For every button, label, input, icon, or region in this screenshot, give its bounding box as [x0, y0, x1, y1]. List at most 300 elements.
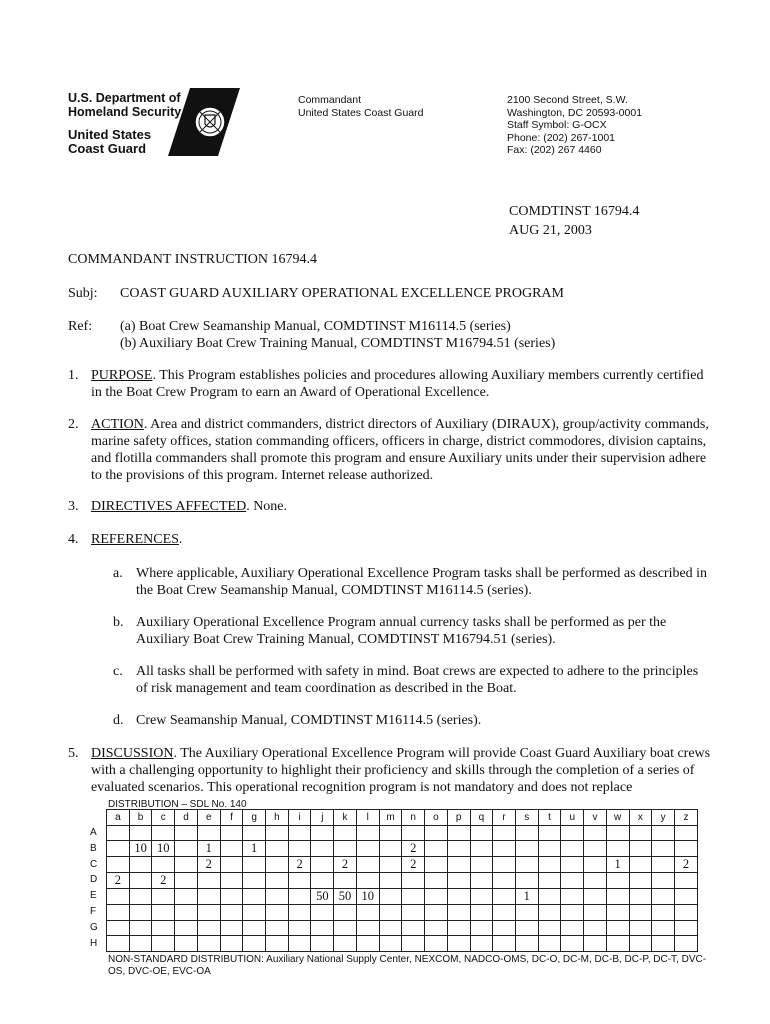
- distribution-cell: [129, 857, 152, 873]
- distribution-cell: [152, 857, 175, 873]
- distribution-column-header: p: [447, 810, 470, 826]
- distribution-cell: 1: [606, 857, 629, 873]
- distribution-cell: [402, 936, 425, 952]
- coast-guard-emblem-icon: [168, 88, 240, 156]
- distribution-cell: [515, 841, 538, 857]
- distribution-cell: [197, 889, 220, 905]
- distribution-cell: [652, 920, 675, 936]
- distribution-cell: [288, 841, 311, 857]
- distribution-column-header: c: [152, 810, 175, 826]
- distribution-header-row: [107, 810, 698, 826]
- distribution-cell: [175, 841, 198, 857]
- section-5-body: . The Auxiliary Operational Excellence Program will provide Coast Guard Auxiliary boat crews with a challenging opportunity to highlight their proficiency and skills through the completion of a series of evaluated scenarios. This operational recognition program is not mandatory and does not replace: [91, 746, 711, 795]
- distribution-cell: 1: [243, 841, 266, 857]
- distribution-row: [107, 920, 698, 936]
- distribution-column-header: t: [538, 810, 561, 826]
- section-1-number: 1.: [68, 368, 79, 383]
- distribution-cell: [220, 825, 243, 841]
- agency-line4: Coast Guard: [68, 141, 147, 156]
- distribution-cell: [334, 873, 357, 889]
- distribution-cell: [175, 857, 198, 873]
- section-3-title: DIRECTIVES AFFECTED: [91, 499, 247, 514]
- distribution-cell: [402, 873, 425, 889]
- distribution-cell: [152, 905, 175, 921]
- distribution-cell: [674, 873, 697, 889]
- distribution-column-header: x: [629, 810, 652, 826]
- distribution-cell: [561, 920, 584, 936]
- distribution-cell: [447, 936, 470, 952]
- distribution-cell: [538, 905, 561, 921]
- distribution-cell: [220, 936, 243, 952]
- distribution-cell: [538, 936, 561, 952]
- distribution-row: [107, 873, 698, 889]
- distribution-cell: [152, 889, 175, 905]
- distribution-cell: [288, 873, 311, 889]
- distribution-cell: [629, 825, 652, 841]
- distribution-cell: [266, 841, 289, 857]
- agency-line2: Homeland Security: [68, 105, 182, 119]
- distribution-cell: [652, 841, 675, 857]
- distribution-cell: [197, 905, 220, 921]
- ref-item-c-letter: c.: [113, 664, 123, 679]
- distribution-cell: 10: [129, 841, 152, 857]
- distribution-cell: [584, 857, 607, 873]
- distribution-cell: [266, 920, 289, 936]
- section-4-references: [91, 531, 711, 548]
- subject-label: Subj:: [68, 286, 98, 301]
- distribution-cell: [493, 905, 516, 921]
- distribution-cell: [243, 825, 266, 841]
- distribution-cell: [266, 905, 289, 921]
- distribution-cell: [652, 905, 675, 921]
- distribution-cell: [379, 873, 402, 889]
- distribution-cell: [584, 873, 607, 889]
- distribution-column-header: h: [266, 810, 289, 826]
- distribution-cell: [674, 825, 697, 841]
- section-4-number: 4.: [68, 532, 79, 547]
- distribution-row-label: D: [90, 874, 98, 886]
- distribution-cell: [561, 841, 584, 857]
- distribution-cell: 50: [311, 889, 334, 905]
- distribution-cell: [606, 841, 629, 857]
- distribution-cell: [584, 825, 607, 841]
- distribution-cell: [402, 825, 425, 841]
- distribution-cell: [629, 873, 652, 889]
- distribution-cell: [129, 889, 152, 905]
- distribution-cell: [515, 825, 538, 841]
- distribution-cell: [652, 873, 675, 889]
- section-3-directives: [91, 498, 711, 515]
- distribution-cell: [107, 841, 130, 857]
- distribution-cell: [470, 905, 493, 921]
- distribution-cell: [425, 873, 448, 889]
- ref-item-d-text: Crew Seamanship Manual, COMDTINST M16114.5 (series).: [136, 713, 482, 728]
- distribution-cell: [356, 841, 379, 857]
- distribution-cell: [629, 936, 652, 952]
- distribution-cell: [266, 825, 289, 841]
- distribution-cell: [515, 905, 538, 921]
- distribution-cell: [447, 841, 470, 857]
- distribution-cell: [356, 905, 379, 921]
- distribution-cell: [447, 825, 470, 841]
- distribution-cell: [538, 889, 561, 905]
- distribution-column-header: n: [402, 810, 425, 826]
- distribution-cell: [379, 857, 402, 873]
- distribution-cell: [447, 873, 470, 889]
- distribution-cell: [674, 905, 697, 921]
- distribution-cell: [425, 825, 448, 841]
- distribution-cell: [379, 889, 402, 905]
- distribution-cell: [470, 841, 493, 857]
- distribution-cell: [243, 936, 266, 952]
- distribution-cell: [288, 905, 311, 921]
- distribution-cell: [470, 873, 493, 889]
- non-standard-distribution: NON-STANDARD DISTRIBUTION: Auxiliary National Supply Center, NEXCOM, NADCO-OMS, DC-O, DC-M, DC-B, DC-P, DC-T, DVC-OS, DVC-OE, EVC-OA: [108, 954, 707, 977]
- section-5-discussion: [91, 745, 711, 796]
- distribution-cell: [515, 857, 538, 873]
- distribution-cell: [220, 889, 243, 905]
- distribution-cell: [674, 936, 697, 952]
- distribution-table: [106, 809, 698, 952]
- section-2-action: [91, 416, 711, 484]
- distribution-cell: [311, 936, 334, 952]
- distribution-cell: [584, 920, 607, 936]
- section-1-purpose: [91, 367, 711, 401]
- distribution-cell: [311, 857, 334, 873]
- distribution-cell: [266, 857, 289, 873]
- distribution-cell: [629, 905, 652, 921]
- distribution-row: [107, 936, 698, 952]
- distribution-cell: [470, 936, 493, 952]
- distribution-cell: [311, 905, 334, 921]
- distribution-cell: [288, 825, 311, 841]
- distribution-column-header: w: [606, 810, 629, 826]
- distribution-row: [107, 841, 698, 857]
- distribution-row: [107, 857, 698, 873]
- distribution-cell: [243, 873, 266, 889]
- distribution-column-header: g: [243, 810, 266, 826]
- distribution-cell: [107, 825, 130, 841]
- distribution-column-header: u: [561, 810, 584, 826]
- distribution-cell: [288, 920, 311, 936]
- section-4-title: REFERENCES: [91, 532, 179, 547]
- agency-line3: United States: [68, 127, 152, 142]
- distribution-cell: [629, 857, 652, 873]
- distribution-cell: [152, 920, 175, 936]
- agency-line1: U.S. Department of: [68, 91, 181, 105]
- distribution-cell: [152, 825, 175, 841]
- distribution-row-label: B: [90, 842, 97, 854]
- section-3-body: . None.: [246, 499, 288, 514]
- distribution-cell: [584, 936, 607, 952]
- distribution-cell: [470, 825, 493, 841]
- distribution-cell: [220, 873, 243, 889]
- distribution-cell: [175, 873, 198, 889]
- distribution-cell: [674, 920, 697, 936]
- distribution-cell: [447, 889, 470, 905]
- distribution-cell: [175, 889, 198, 905]
- distribution-cell: [379, 825, 402, 841]
- distribution-cell: [515, 936, 538, 952]
- distribution-cell: [470, 920, 493, 936]
- distribution-cell: [425, 889, 448, 905]
- distribution-column-header: i: [288, 810, 311, 826]
- distribution-cell: [515, 873, 538, 889]
- distribution-cell: [220, 920, 243, 936]
- distribution-cell: [425, 857, 448, 873]
- distribution-cell: [197, 873, 220, 889]
- distribution-cell: [493, 920, 516, 936]
- distribution-cell: 2: [402, 841, 425, 857]
- distribution-cell: [107, 857, 130, 873]
- section-2-title: ACTION: [91, 417, 144, 432]
- distribution-cell: [197, 825, 220, 841]
- distribution-cell: [493, 936, 516, 952]
- distribution-cell: [288, 889, 311, 905]
- distribution-cell: [538, 825, 561, 841]
- distribution-cell: [334, 841, 357, 857]
- distribution-cell: [425, 920, 448, 936]
- distribution-cell: [425, 905, 448, 921]
- distribution-cell: [425, 936, 448, 952]
- distribution-cell: 2: [402, 857, 425, 873]
- distribution-cell: [493, 873, 516, 889]
- distribution-cell: [243, 889, 266, 905]
- distribution-cell: [107, 905, 130, 921]
- distribution-cell: [674, 841, 697, 857]
- distribution-column-header: f: [220, 810, 243, 826]
- instruction-heading: COMMANDANT INSTRUCTION 16794.4: [68, 252, 318, 267]
- section-3-number: 3.: [68, 499, 79, 514]
- distribution-row-label: H: [90, 937, 98, 949]
- distribution-cell: [629, 889, 652, 905]
- distribution-cell: [107, 889, 130, 905]
- address-line3: Staff Symbol: G-OCX: [507, 119, 607, 131]
- distribution-cell: [220, 857, 243, 873]
- distribution-title: DISTRIBUTION – SDL No. 140: [108, 799, 247, 810]
- distribution-cell: 2: [107, 873, 130, 889]
- distribution-cell: [470, 889, 493, 905]
- distribution-cell: [584, 889, 607, 905]
- distribution-cell: [606, 920, 629, 936]
- distribution-column-header: l: [356, 810, 379, 826]
- distribution-cell: 2: [152, 873, 175, 889]
- distribution-cell: 10: [356, 889, 379, 905]
- distribution-cell: [334, 825, 357, 841]
- distribution-cell: [356, 857, 379, 873]
- distribution-cell: [379, 905, 402, 921]
- distribution-cell: [561, 936, 584, 952]
- distribution-row-labels: [90, 825, 98, 951]
- distribution-cell: [107, 920, 130, 936]
- distribution-cell: [129, 873, 152, 889]
- section-2-body: . Area and district commanders, district directors of Auxiliary (DIRAUX), group/activity commands, marine safety offices, station commanding officers, officers in charge, district commodores, division captains, and flotilla commanders shall promote this program and ensure Auxiliary units under their supervision adhere to the provisions of this program. Internet release authorized.: [91, 417, 709, 483]
- distribution-column-header: d: [175, 810, 198, 826]
- ref-item-b-letter: b.: [113, 615, 124, 630]
- distribution-row-label: A: [90, 827, 97, 838]
- ref-a: (a) Boat Crew Seamanship Manual, COMDTINST M16114.5 (series): [120, 319, 511, 334]
- distribution-cell: [561, 825, 584, 841]
- distribution-cell: [538, 920, 561, 936]
- section-1-title: PURPOSE: [91, 368, 153, 383]
- ref-label: Ref:: [68, 319, 93, 334]
- distribution-column-header: z: [674, 810, 697, 826]
- distribution-cell: [129, 920, 152, 936]
- distribution-cell: [356, 825, 379, 841]
- distribution-cell: 2: [288, 857, 311, 873]
- distribution-cell: [447, 905, 470, 921]
- distribution-column-header: y: [652, 810, 675, 826]
- distribution-row: [107, 905, 698, 921]
- distribution-row-label: G: [90, 921, 98, 933]
- distribution-cell: [606, 936, 629, 952]
- distribution-column-header: j: [311, 810, 334, 826]
- command-line2: United States Coast Guard: [298, 106, 424, 119]
- distribution-cell: [584, 905, 607, 921]
- distribution-cell: [470, 857, 493, 873]
- distribution-cell: [447, 857, 470, 873]
- ref-item-c-text: All tasks shall be performed with safety in mind. Boat crews are expected to adhere to the principles of risk management and team coordination as described in the Boat.: [136, 664, 699, 696]
- distribution-cell: [606, 873, 629, 889]
- distribution-cell: [402, 889, 425, 905]
- distribution-cell: [356, 873, 379, 889]
- distribution-cell: [652, 889, 675, 905]
- distribution-cell: [652, 857, 675, 873]
- distribution-cell: [334, 920, 357, 936]
- ref-item-b-text: Auxiliary Operational Excellence Program annual currency tasks shall be performed as per the Auxiliary Boat Crew Training Manual, COMDTINST M16794.51 (series).: [136, 615, 667, 647]
- distribution-row-label: C: [90, 858, 98, 870]
- distribution-cell: [197, 936, 220, 952]
- distribution-cell: [606, 825, 629, 841]
- instruction-id: COMDTINST 16794.4: [509, 204, 640, 219]
- distribution-column-header: o: [425, 810, 448, 826]
- distribution-column-header: m: [379, 810, 402, 826]
- ref-b: (b) Auxiliary Boat Crew Training Manual, COMDTINST M16794.51 (series): [120, 336, 556, 351]
- distribution-cell: [538, 873, 561, 889]
- subject-text: COAST GUARD AUXILIARY OPERATIONAL EXCELLENCE PROGRAM: [120, 286, 564, 301]
- distribution-cell: [243, 857, 266, 873]
- address-block: [507, 94, 642, 157]
- distribution-cell: [152, 936, 175, 952]
- ref-item-d-letter: d.: [113, 713, 124, 728]
- command-line1: Commandant: [298, 94, 362, 106]
- command-block: [298, 94, 423, 119]
- distribution-cell: [561, 905, 584, 921]
- distribution-row-label: E: [90, 890, 97, 902]
- address-line1: 2100 Second Street, S.W.: [507, 94, 628, 106]
- distribution-cell: 1: [515, 889, 538, 905]
- distribution-cell: [356, 920, 379, 936]
- distribution-column-header: v: [584, 810, 607, 826]
- section-5-title: DISCUSSION: [91, 746, 174, 761]
- distribution-cell: [356, 936, 379, 952]
- distribution-row: [107, 825, 698, 841]
- distribution-cell: [493, 889, 516, 905]
- distribution-cell: 50: [334, 889, 357, 905]
- distribution-cell: [311, 920, 334, 936]
- distribution-cell: [379, 920, 402, 936]
- distribution-cell: [493, 825, 516, 841]
- distribution-cell: [311, 825, 334, 841]
- distribution-cell: [402, 905, 425, 921]
- distribution-cell: [334, 936, 357, 952]
- ref-item-a-letter: a.: [113, 566, 123, 581]
- distribution-cell: [652, 936, 675, 952]
- distribution-column-header: r: [493, 810, 516, 826]
- section-5-number: 5.: [68, 746, 79, 761]
- distribution-column-header: b: [129, 810, 152, 826]
- distribution-cell: [175, 920, 198, 936]
- distribution-cell: [266, 873, 289, 889]
- distribution-cell: [220, 841, 243, 857]
- distribution-cell: [561, 889, 584, 905]
- distribution-cell: [629, 841, 652, 857]
- ref-item-a-text: Where applicable, Auxiliary Operational Excellence Program tasks shall be performed as described in the Boat Crew Seamanship Manual, COMDTINST M16114.5 (series).: [136, 566, 708, 598]
- distribution-cell: [515, 920, 538, 936]
- distribution-cell: [379, 841, 402, 857]
- distribution-column-header: q: [470, 810, 493, 826]
- distribution-cell: [606, 905, 629, 921]
- distribution-cell: [584, 841, 607, 857]
- instruction-id-block: [509, 202, 639, 240]
- distribution-cell: [243, 920, 266, 936]
- distribution-cell: [538, 857, 561, 873]
- distribution-cell: [243, 905, 266, 921]
- distribution-cell: [175, 905, 198, 921]
- distribution-cell: [493, 857, 516, 873]
- distribution-column-header: a: [107, 810, 130, 826]
- distribution-cell: [425, 841, 448, 857]
- distribution-cell: [334, 905, 357, 921]
- distribution-cell: [538, 841, 561, 857]
- distribution-cell: 2: [197, 857, 220, 873]
- distribution-cell: [629, 920, 652, 936]
- distribution-cell: [129, 905, 152, 921]
- distribution-column-header: s: [515, 810, 538, 826]
- distribution-cell: [311, 841, 334, 857]
- distribution-cell: [197, 920, 220, 936]
- distribution-cell: [129, 825, 152, 841]
- distribution-cell: 10: [152, 841, 175, 857]
- distribution-column-header: e: [197, 810, 220, 826]
- distribution-column-header: k: [334, 810, 357, 826]
- distribution-cell: [220, 905, 243, 921]
- section-4-body: .: [178, 532, 183, 547]
- distribution-cell: [674, 889, 697, 905]
- distribution-cell: [606, 889, 629, 905]
- distribution-cell: [129, 936, 152, 952]
- address-line5: Fax: (202) 267 4460: [507, 144, 602, 156]
- distribution-cell: [379, 936, 402, 952]
- distribution-cell: [288, 936, 311, 952]
- distribution-cell: [311, 873, 334, 889]
- distribution-cell: [175, 936, 198, 952]
- distribution-cell: 2: [334, 857, 357, 873]
- section-1-body: . This Program establishes policies and procedures allowing Auxiliary members currently certified in the Boat Crew Program to earn an Award of Operational Excellence.: [91, 368, 704, 400]
- distribution-row: [107, 889, 698, 905]
- distribution-cell: [175, 825, 198, 841]
- distribution-cell: [266, 889, 289, 905]
- distribution-row-label: F: [90, 905, 97, 917]
- section-2-number: 2.: [68, 417, 79, 432]
- distribution-cell: [561, 857, 584, 873]
- distribution-cell: [447, 920, 470, 936]
- distribution-cell: 2: [674, 857, 697, 873]
- instruction-date: AUG 21, 2003: [509, 223, 592, 238]
- address-line2: Washington, DC 20593-0001: [507, 106, 643, 119]
- address-line4: Phone: (202) 267-1001: [507, 131, 615, 144]
- distribution-cell: [561, 873, 584, 889]
